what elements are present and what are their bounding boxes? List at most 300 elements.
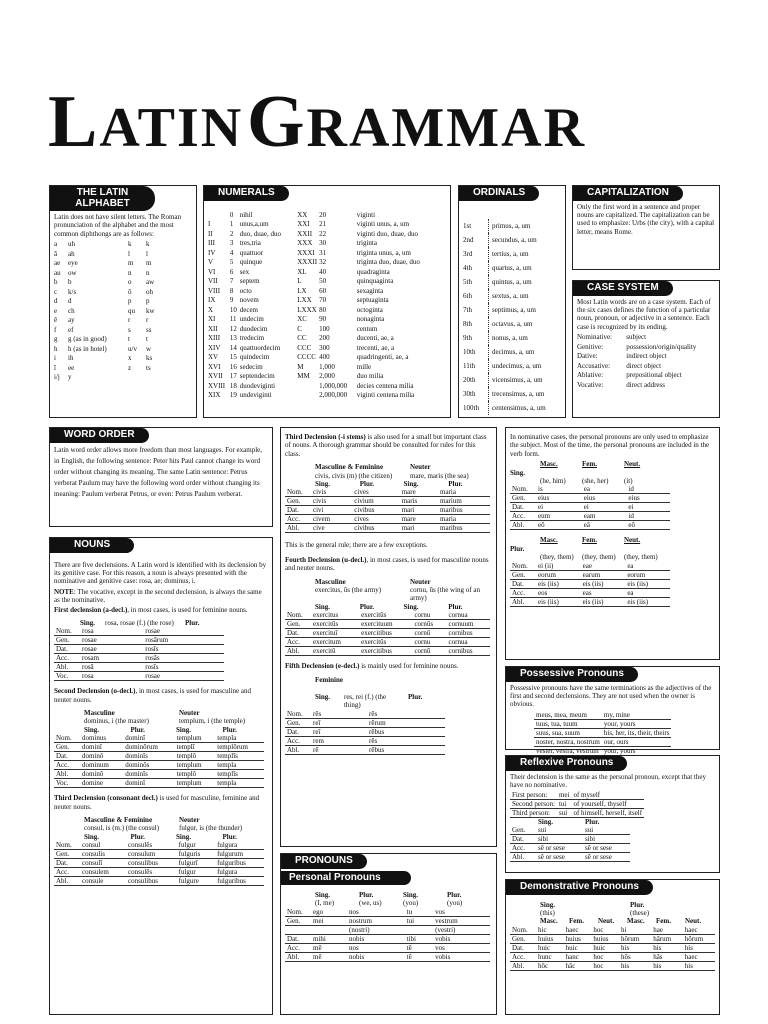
reflexive-head-cell: Sing. xyxy=(538,818,553,827)
alphabet-row-cell: n xyxy=(146,268,150,277)
numeral-row-cell: quattuordecim xyxy=(239,343,281,352)
second-decl-cell: dominō xyxy=(80,770,123,779)
demonstrative-cell: hōs xyxy=(619,952,651,961)
personal-pronoun-cell: vos xyxy=(433,908,490,917)
numeral-row-cell: 32 xyxy=(319,258,327,266)
pp-sing-row xyxy=(510,521,670,530)
case-row xyxy=(577,362,715,372)
demonstrative-cell: huic xyxy=(564,943,592,952)
demonstrative-cell: hoc xyxy=(591,952,619,961)
numeral-row-cell: 80 xyxy=(319,305,327,314)
reflexive-person-row xyxy=(510,791,644,800)
possessive-cell: your, yours xyxy=(602,719,672,728)
alphabet-row-cell: ss xyxy=(146,325,152,334)
fifth-decl-cell: rē xyxy=(311,745,367,754)
demonstrative-cell: Acc. xyxy=(510,952,536,961)
third-decl-cell: consulis xyxy=(80,850,126,859)
first-decl-cell: Acc. xyxy=(54,654,80,663)
third-i-row xyxy=(285,488,490,497)
pp-plur-cell: eis (iis) xyxy=(536,597,581,606)
numeral-row-cell: XXII xyxy=(297,229,313,238)
pp-sing-cols xyxy=(540,460,715,468)
fifth-decl-cell: rērum xyxy=(367,718,445,727)
alphabet-row-cell: ay xyxy=(68,316,75,325)
alphabet-row xyxy=(54,316,192,326)
demonstrative-cell: hōrum xyxy=(683,934,715,943)
numeral-row-cell: XVI xyxy=(208,362,221,371)
fifth-decl-cell: rem xyxy=(311,736,367,745)
alphabet-row-cell: ē xyxy=(54,316,58,325)
personal-pronoun-cell: Dat. xyxy=(285,934,311,943)
alphabet-row-cell: s xyxy=(128,325,131,334)
dem-col: Neut. xyxy=(598,917,615,926)
fourth-decl-cell: exercitum xyxy=(311,638,359,647)
personal-pronoun-cell: tui xyxy=(405,916,434,925)
numeral-row-cell: 50 xyxy=(319,277,327,285)
second-decl-cell: templa xyxy=(215,734,264,743)
third-i-cell: cive xyxy=(311,524,352,533)
numeral-row xyxy=(208,306,446,316)
reflexive-person-cell: sui xyxy=(557,809,572,818)
title-initial-g: G xyxy=(246,81,307,163)
numeral-row-cell: XII xyxy=(208,324,218,333)
numeral-row-cell: 13 xyxy=(229,334,237,342)
fourth-decl-cell: exercitus xyxy=(311,611,359,620)
first-decl-cell: rosa xyxy=(80,627,143,636)
third-decl-cell: consul xyxy=(80,841,126,850)
demonstrative-cell: Nom. xyxy=(510,926,536,935)
demonstrative-row xyxy=(510,952,715,961)
third-decl-cell: fulgurī xyxy=(177,859,215,868)
dem-sing: Sing. xyxy=(540,900,555,909)
personal-pronoun-cell: nostrum xyxy=(347,916,405,925)
numeral-row-cell: 8 xyxy=(229,286,234,295)
numeral-row-cell: XVIII xyxy=(208,381,226,390)
alphabet-intro: Latin does not have silent letters. The Roman pronunciation of the alphabet and the most common diphthongs are as follows: xyxy=(54,213,182,238)
personal-pronoun-cell: Abl. xyxy=(285,952,311,961)
reflexive-head xyxy=(510,818,630,826)
third-i-cell: civis xyxy=(311,497,352,506)
pp-sing-cell: eius xyxy=(582,494,627,503)
first-decl-row xyxy=(54,672,224,681)
numeral-row-cell: duo milia xyxy=(356,372,384,380)
pp-plur-cell: Dat. xyxy=(510,579,536,588)
second-decl-numbers xyxy=(84,726,268,734)
third-i-words xyxy=(315,472,492,480)
third-decl-row xyxy=(54,877,264,886)
third-decl-cell: consulibus xyxy=(126,859,177,868)
third-decl-cell: consulēs xyxy=(126,868,177,877)
alphabet-row-cell: h (as in hotel) xyxy=(68,344,107,353)
third-i-cell: maris xyxy=(400,497,438,506)
pp-plur-cols xyxy=(540,536,715,544)
fifth-decl-row xyxy=(285,745,445,754)
fourth-decl-word-a: exercitus, ūs (the army) xyxy=(315,585,382,594)
pronoun-number: Sing. xyxy=(403,891,418,899)
first-decl-cell: rosā xyxy=(80,663,143,672)
possessive-cell: vester, vestra, vestrum xyxy=(534,746,602,755)
alphabet-row-cell: b xyxy=(68,278,72,287)
numeral-row-cell: XIX xyxy=(208,391,221,399)
personal-pronoun-cell: (nostri) xyxy=(347,925,405,934)
numeral-row-cell: sexaginta xyxy=(356,286,384,295)
ordinal-number: 30th xyxy=(463,387,489,401)
pp-plur-cell: ea xyxy=(625,588,670,597)
fifth-decl-cell: rēs xyxy=(367,710,445,719)
pp-sing-cell: id xyxy=(626,512,670,521)
fourth-decl-genders xyxy=(315,578,492,586)
alphabet-row-cell: k/s xyxy=(68,287,77,296)
pp-plur-cell: eis (iis) xyxy=(536,579,581,588)
third-i-genders xyxy=(315,463,492,471)
alphabet-row-cell: b xyxy=(54,278,58,287)
third-i-label: Third Declension (-i stems) xyxy=(285,433,366,441)
case-system-text: Most Latin words are on a case system. Each of the six cases defines the function of a particular noun, pronoun, or adjective in a sentence. Each case is recognized by its ending. xyxy=(577,297,711,331)
alphabet-row-cell: u/v xyxy=(128,344,137,353)
numeral-row-cell: 1,000,000 xyxy=(319,381,348,390)
demonstrative-cell: his xyxy=(651,961,683,970)
fourth-decl-row xyxy=(285,629,490,638)
case-row-cell: direct object xyxy=(626,361,662,370)
numeral-row-cell: viginti duo, duae, duo xyxy=(356,229,418,238)
ordinal-number: 1st xyxy=(463,219,489,233)
numeral-row-cell: 40 xyxy=(319,267,327,276)
alphabet-row xyxy=(54,373,192,383)
personal-pronoun-cell: tibi xyxy=(405,934,434,943)
pp-plur-row xyxy=(510,597,670,606)
pronoun-number: Plur. xyxy=(359,891,374,899)
alphabet-section xyxy=(49,185,197,418)
fourth-decl-cell: cornu xyxy=(412,611,446,620)
third-decl-table xyxy=(54,841,264,886)
first-sing: Sing. xyxy=(80,618,95,627)
numeral-row-cell: 1,000 xyxy=(319,362,335,371)
numeral-row-cell: 19 xyxy=(229,391,237,399)
demonstrative-cell: hic xyxy=(536,926,564,935)
numeral-row-cell: decem xyxy=(239,305,258,314)
possessive-row xyxy=(534,728,671,737)
reflexive-row xyxy=(510,826,630,835)
numeral-row-cell: VI xyxy=(208,267,216,276)
numeral-row-cell: duo, duae, duo xyxy=(239,229,281,238)
third-decl-numbers xyxy=(84,833,268,841)
third-i-cell: civibus xyxy=(352,524,399,533)
first-decl-label: First declension (a-decl.) xyxy=(54,606,128,615)
alphabet-row-cell: f xyxy=(54,325,57,334)
demonstrative-cell: hae xyxy=(651,926,683,935)
ordinal-row xyxy=(463,331,561,345)
alphabet-row-cell: k xyxy=(146,240,150,249)
numeral-row-cell: quattuor xyxy=(239,248,264,257)
second-decl-number: Plur. xyxy=(222,725,237,734)
dem-col: Neut. xyxy=(685,917,702,926)
pp-sing-cell: Dat. xyxy=(510,503,536,512)
case-row xyxy=(577,371,715,381)
fourth-decl-cell: cornū xyxy=(412,647,446,656)
first-decl-cell: rosa xyxy=(80,672,143,681)
ordinal-row xyxy=(463,275,561,289)
fifth-decl-cell: Acc. xyxy=(285,736,311,745)
third-decl-cell: fulgure xyxy=(177,877,215,886)
demonstrative-col-header xyxy=(510,901,715,926)
second-decl-row xyxy=(54,761,264,770)
second-decl-cell: templīs xyxy=(215,752,264,761)
alphabet-row-cell: t xyxy=(128,335,130,344)
declensions-section xyxy=(280,427,497,847)
third-i-cell: Dat. xyxy=(285,506,311,515)
fourth-decl-cell: exercituum xyxy=(359,620,412,629)
demonstrative-header: Demonstrative Pronouns xyxy=(506,880,653,895)
pp-sing-row xyxy=(510,503,670,512)
second-decl-cell: dominīs xyxy=(123,752,174,761)
fifth-decl-row xyxy=(285,710,445,719)
third-decl-word-b: fulgur, is (the thunder) xyxy=(179,824,243,833)
personal-pronoun-row xyxy=(285,934,490,943)
third-decl-cell: fulguribus xyxy=(215,877,264,886)
alphabet-row-cell: ō xyxy=(128,287,132,296)
ordinal-word: tertius, a, um xyxy=(492,249,529,258)
alphabet-row-cell: g (as in good) xyxy=(68,335,107,344)
fourth-decl-cell: exercitibus xyxy=(359,647,412,656)
reflexive-person-row xyxy=(510,809,644,818)
pp-plur-row xyxy=(510,588,670,597)
numeral-row-cell: septuaginta xyxy=(356,296,389,304)
numeral-row-cell: LXX xyxy=(297,296,312,304)
case-row xyxy=(577,352,715,362)
numeral-row-cell: 31 xyxy=(319,248,327,257)
fourth-decl-numbers xyxy=(315,603,492,611)
pp-sing-col: Masc. xyxy=(540,460,558,469)
demonstrative-cell: his xyxy=(651,943,683,952)
pp-plur-gloss: (they, them) xyxy=(540,553,574,562)
second-decl-cell: dominī xyxy=(123,734,174,743)
case-row xyxy=(577,381,715,391)
personal-pronoun-cell: vobis xyxy=(433,952,490,961)
reflexive-cell: sē or sese xyxy=(583,853,630,862)
ordinal-row xyxy=(463,317,561,331)
demonstrative-cell: his xyxy=(683,961,715,970)
numeral-row-cell: XC xyxy=(297,315,307,323)
demonstrative-cell: hās xyxy=(651,952,683,961)
reflexive-cell: sibi xyxy=(536,835,583,844)
second-decl-cell: templō xyxy=(175,752,216,761)
numeral-row xyxy=(208,372,446,382)
reflexive-head-cell: Plur. xyxy=(585,818,600,827)
pp-plur-cell: Nom. xyxy=(510,562,536,571)
first-decl-cell: rosae xyxy=(143,627,224,636)
numeral-row-cell: viginti unus, a, um xyxy=(356,220,410,228)
demonstrative-cell: Abl. xyxy=(510,961,536,970)
alphabet-row-cell: z xyxy=(128,363,132,372)
third-decl-text: is used for masculine, feminine and neuter nouns. xyxy=(54,794,260,811)
pp-plur-cell: eis (iis) xyxy=(581,579,626,588)
reflexive-person-cell: mei xyxy=(558,791,570,800)
alphabet-row-cell: ae xyxy=(54,259,61,268)
third-decl-gender-b: Neuter xyxy=(179,815,200,824)
numeral-row-cell: unus,a,um xyxy=(239,220,269,228)
ordinal-word: undecimus, a, um xyxy=(492,361,542,370)
fifth-decl-cell: rēbus xyxy=(367,727,445,736)
alphabet-row-cell: d xyxy=(68,297,72,306)
pp-plur-col: Neut. xyxy=(624,536,641,545)
pp-plur-cell: eis (iis) xyxy=(625,579,670,588)
alphabet-row-cell: ks xyxy=(146,354,153,363)
first-decl-cell: rosās xyxy=(143,654,224,663)
numeral-row-cell: octoginta xyxy=(356,305,383,314)
reflexive-person-cell: First person: xyxy=(510,791,557,800)
numeral-row-cell: quinque xyxy=(239,258,263,266)
first-decl-cell: rosae xyxy=(80,636,143,645)
second-decl-cell: dominus xyxy=(80,734,123,743)
numeral-row-cell: III xyxy=(208,239,215,247)
alphabet-row-cell xyxy=(146,373,186,383)
alphabet-row xyxy=(54,297,192,307)
numeral-row-cell: C xyxy=(297,324,302,333)
pp-sing-cell: Gen. xyxy=(510,494,536,503)
first-decl-cell: Nom. xyxy=(54,627,80,636)
numeral-row-cell: 2,000,000 xyxy=(319,391,348,399)
fourth-decl-cell: Dat. xyxy=(285,629,311,638)
fifth-decl-cell: reī xyxy=(311,727,367,736)
numeral-row-cell: sex xyxy=(239,267,250,276)
ordinal-row xyxy=(463,345,561,359)
numeral-row-cell: quadringenti, ae, a xyxy=(356,353,409,361)
first-decl-table xyxy=(54,627,224,681)
third-decl-cell: fulgur xyxy=(177,868,215,877)
second-decl-cell: Acc. xyxy=(54,761,80,770)
case-row-cell: indirect object xyxy=(626,352,667,361)
fourth-decl-cell: exercitūs xyxy=(359,638,412,647)
reflexive-cell: sui xyxy=(536,826,583,835)
pronoun-gloss: (we, us) xyxy=(359,899,382,908)
first-decl-cell: Abl. xyxy=(54,663,80,672)
numeral-row-cell: LX xyxy=(297,286,307,295)
numeral-row-cell: 0 xyxy=(229,210,234,219)
alphabet-row-cell: au xyxy=(54,268,61,277)
first-decl-row xyxy=(54,645,224,654)
numeral-row-cell: I xyxy=(208,220,211,228)
numeral-row-cell: IX xyxy=(208,296,216,304)
note-text: : The vocative, except in the second declension, is always the same as the nominative. xyxy=(54,587,262,605)
third-i-cell: mare xyxy=(400,515,438,524)
pp-sing-row xyxy=(510,494,670,503)
personal-3rd-singular xyxy=(510,460,715,530)
personal-pronoun-row xyxy=(285,908,490,917)
fifth-decl-label: Fifth Declension (e-decl.) xyxy=(285,662,360,671)
fifth-decl-cell: reī xyxy=(311,718,367,727)
first-decl-cell: Voc. xyxy=(54,672,80,681)
numeral-row-cell: triginta duo, duae, duo xyxy=(356,258,420,266)
demonstrative-cell: hi xyxy=(619,926,651,935)
fourth-decl-cell: exercitū xyxy=(311,647,359,656)
reflexive-cell: Acc. xyxy=(510,844,536,853)
second-decl-table xyxy=(54,734,264,788)
demonstrative-table xyxy=(510,926,715,971)
pronoun-gloss: (you) xyxy=(403,899,419,908)
numeral-row-cell: XL xyxy=(297,267,307,276)
numeral-row-cell: 18 xyxy=(229,381,237,390)
alphabet-row-cell: kw xyxy=(146,306,155,315)
ordinal-word: septimus, a, um xyxy=(492,305,536,314)
numeral-row-cell: 14 xyxy=(229,343,237,352)
personal-pronoun-cell: Gen. xyxy=(285,916,311,925)
alphabet-row xyxy=(54,345,192,355)
demonstrative-cell: his xyxy=(683,943,715,952)
pronouns-col-header xyxy=(285,891,492,908)
reflexive-cell: sē or sese xyxy=(536,853,583,862)
second-decl-number: Sing. xyxy=(176,725,191,734)
ordinal-row xyxy=(463,247,561,261)
numeral-row-cell: CCCC xyxy=(297,353,316,361)
numeral-row-cell: IV xyxy=(208,248,216,257)
demonstrative-cell: Gen. xyxy=(510,934,536,943)
numeral-row-cell: nihil xyxy=(239,210,253,219)
personal-pronoun-cell: vobis xyxy=(433,934,490,943)
third-i-cell: Gen. xyxy=(285,497,311,506)
possessive-cell: our, ours xyxy=(602,737,672,746)
reflexive-cell: Dat. xyxy=(510,835,536,844)
numeral-row-cell: XIII xyxy=(208,334,221,342)
fourth-decl-cell: cornu xyxy=(412,638,446,647)
page-title xyxy=(48,78,728,163)
ordinal-number: 8th xyxy=(463,317,489,331)
possessive-cell: your, yours xyxy=(602,746,672,755)
third-i-cell: maria xyxy=(438,488,490,497)
pp-sing-cell: eum xyxy=(536,512,582,521)
possessive-header: Possessive Pronouns xyxy=(506,667,638,682)
second-decl-cell: Nom. xyxy=(54,734,80,743)
fourth-decl-number: Plur. xyxy=(448,602,463,611)
numeral-row xyxy=(208,353,446,363)
alphabet-row-cell: i/j xyxy=(54,373,60,382)
demonstrative-cell: hōrum xyxy=(619,934,651,943)
possessive-row xyxy=(534,719,671,728)
second-decl-cell: dominōs xyxy=(123,761,174,770)
personal-pronoun-cell: mei xyxy=(311,916,347,925)
case-row xyxy=(577,333,715,343)
personal-pronoun-cell xyxy=(285,925,311,934)
fourth-decl-cell: cornūs xyxy=(412,620,446,629)
pp-sing-cell: is xyxy=(536,485,582,494)
fourth-decl-cell: Acc. xyxy=(285,638,311,647)
numeral-row-cell: nonaginta xyxy=(356,315,385,323)
fourth-decl-number: Sing. xyxy=(403,602,419,611)
numeral-row-cell: trecenti, ae, a xyxy=(356,343,395,352)
third-i-gender-a: Masculine & Feminine xyxy=(315,463,384,472)
numeral-row-cell: 22 xyxy=(319,229,327,238)
pronouns-header: PRONOUNS xyxy=(281,854,367,869)
numeral-row-cell: ducenti, ae, a xyxy=(356,334,394,342)
capitalization-header: CAPITALIZATION xyxy=(573,186,683,201)
demonstrative-row xyxy=(510,961,715,970)
second-decl-cell: domine xyxy=(80,779,123,788)
numeral-row-cell: quindecim xyxy=(239,353,270,361)
possessive-text: Possessive pronouns have the same terminations as the adjectives of the first and second declensions. They are not used when the owner is obvious. xyxy=(510,683,712,709)
first-decl-cell: rosārum xyxy=(143,636,224,645)
alphabet-row-cell: o xyxy=(128,278,132,287)
fifth-decl-cell: Gen. xyxy=(285,718,311,727)
alphabet-row-cell xyxy=(128,373,146,383)
personal-3rd-section xyxy=(505,427,720,660)
ordinal-number: 6th xyxy=(463,289,489,303)
second-decl-cell: templōrum xyxy=(215,743,264,752)
pp-plur-row xyxy=(510,562,670,571)
alphabet-row-cell: x xyxy=(128,354,132,363)
third-i-text: is also used for a small but important class of nouns. A thorough grammar should be consulted for rules for this class. xyxy=(285,433,487,458)
third-i-row xyxy=(285,515,490,524)
possessive-row xyxy=(534,737,671,746)
personal-pronoun-cell: tu xyxy=(405,908,434,917)
